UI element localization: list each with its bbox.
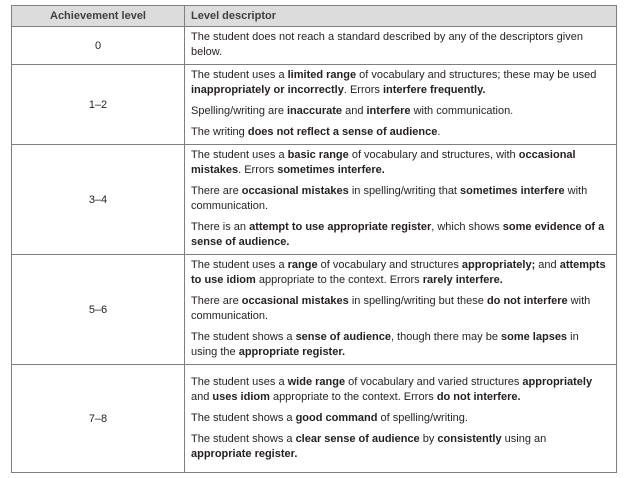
descriptor-text: Spelling/writing are <box>191 105 287 117</box>
descriptor-text: with communication. <box>410 105 514 117</box>
table-body <box>12 27 617 473</box>
descriptor-text: appropriate to the context. Errors <box>255 274 423 286</box>
descriptor-emphasis: interfere frequently. <box>382 84 486 96</box>
descriptor-emphasis: occasional mistakes <box>191 149 576 176</box>
descriptor-paragraph <box>191 375 608 405</box>
descriptor-paragraph <box>191 432 608 462</box>
descriptor-text: of spelling/writing. <box>377 411 468 424</box>
achievement-level-cell: 5–6 <box>12 255 185 365</box>
descriptor-emphasis: appropriately; <box>461 259 536 271</box>
descriptor-text: in using the <box>191 331 579 358</box>
table-row <box>12 27 617 65</box>
level-descriptor-cell <box>185 27 617 65</box>
rubric-table <box>11 5 617 473</box>
descriptor-text: . Errors <box>343 84 383 96</box>
descriptor-text: , which shows <box>431 221 503 233</box>
descriptor-emphasis: uses idiom <box>212 390 270 403</box>
descriptor-text: . <box>437 126 441 138</box>
descriptor-emphasis: appropriate register. <box>238 346 346 358</box>
descriptor-paragraph <box>191 30 608 60</box>
descriptor-text: There is an <box>191 221 250 233</box>
descriptor-text: with communication. <box>191 295 591 322</box>
descriptor-paragraph <box>191 184 608 214</box>
descriptor-text: , though there may be <box>390 331 502 343</box>
descriptor-emphasis: range <box>287 259 318 271</box>
descriptor-emphasis: occasional mistakes <box>241 185 349 197</box>
descriptor-emphasis: appropriate register. <box>191 447 298 460</box>
descriptor-emphasis: do not interfere <box>486 295 568 307</box>
descriptor-text: The writing <box>191 126 248 138</box>
descriptor-text: of vocabulary and structures, with <box>348 149 519 161</box>
level-descriptor-cell <box>185 365 617 473</box>
descriptor-text: and <box>535 259 560 271</box>
descriptor-text: of vocabulary and varied structures <box>345 375 523 388</box>
descriptor-paragraph <box>191 125 608 140</box>
achievement-level-cell: 3–4 <box>12 145 185 255</box>
descriptor-emphasis: attempts to use idiom <box>191 259 606 286</box>
descriptor-emphasis: some lapses <box>501 331 568 343</box>
header-level-descriptor: Level descriptor <box>185 6 617 27</box>
achievement-level-cell: 1–2 <box>12 65 185 145</box>
descriptor-text: The student shows a <box>191 411 296 424</box>
descriptor-text: of vocabulary and structures <box>317 259 462 271</box>
descriptor-text: There are <box>191 185 242 197</box>
descriptor-text: The student uses a <box>191 259 288 271</box>
descriptor-emphasis: limited range <box>287 69 357 81</box>
descriptor-paragraph <box>191 148 608 178</box>
achievement-level-cell: 7–8 <box>12 365 185 473</box>
descriptor-paragraph <box>191 411 608 426</box>
descriptor-text: and <box>342 105 367 117</box>
level-descriptor-cell <box>185 255 617 365</box>
table-header <box>12 6 617 27</box>
descriptor-emphasis: rarely interfere. <box>422 274 503 286</box>
descriptor-emphasis: good command <box>295 411 378 424</box>
descriptor-text: in spelling/writing but these <box>348 295 487 307</box>
descriptor-text: in spelling/writing that <box>348 185 461 197</box>
descriptor-paragraph <box>191 220 608 250</box>
descriptor-emphasis: sense of audience <box>295 331 391 343</box>
descriptor-emphasis: clear sense of audience <box>295 432 420 445</box>
descriptor-emphasis: basic range <box>287 149 349 161</box>
descriptor-emphasis: occasional mistakes <box>241 295 349 307</box>
descriptor-paragraph <box>191 104 608 119</box>
descriptor-paragraph <box>191 330 608 360</box>
descriptor-text: The student uses a <box>191 149 288 161</box>
achievement-level-cell: 0 <box>12 27 185 65</box>
header-row <box>12 6 617 27</box>
level-descriptor-cell <box>185 65 617 145</box>
descriptor-emphasis: some evidence of a sense of audience. <box>191 221 605 248</box>
descriptor-text: using an <box>501 432 547 445</box>
descriptor-text: The student uses a <box>191 375 288 388</box>
descriptor-emphasis: sometimes interfere <box>460 185 565 197</box>
table-row <box>12 255 617 365</box>
descriptor-emphasis: does not reflect a sense of audience <box>247 126 438 138</box>
descriptor-emphasis: consistently <box>437 432 502 445</box>
table-row <box>12 365 617 473</box>
descriptor-text: . Errors <box>238 164 278 176</box>
descriptor-emphasis: inaccurate <box>287 105 343 117</box>
descriptor-text: by <box>419 432 438 445</box>
descriptor-emphasis: wide range <box>287 375 346 388</box>
descriptor-text: The student shows a <box>191 331 296 343</box>
descriptor-text: The student shows a <box>191 432 296 445</box>
descriptor-emphasis: interfere <box>366 105 411 117</box>
descriptor-text: with communication. <box>191 185 588 212</box>
table-row <box>12 145 617 255</box>
descriptor-text: The student does not reach a standard described by any of the descriptors given below. <box>191 31 583 58</box>
descriptor-paragraph <box>191 68 608 98</box>
descriptor-paragraph <box>191 294 608 324</box>
descriptor-text: of vocabulary and structures; these may be used <box>356 69 597 81</box>
table-row <box>12 65 617 145</box>
descriptor-text: and <box>191 390 213 403</box>
descriptor-text: There are <box>191 295 242 307</box>
level-descriptor-cell <box>185 145 617 255</box>
descriptor-emphasis: attempt to use appropriate register <box>249 221 432 233</box>
descriptor-text: The student uses a <box>191 69 288 81</box>
descriptor-emphasis: appropriately <box>522 375 593 388</box>
descriptor-emphasis: inappropriately or incorrectly <box>191 84 344 96</box>
descriptor-text: appropriate to the context. Errors <box>269 390 437 403</box>
header-achievement-level: Achievement level <box>12 6 185 27</box>
descriptor-emphasis: do not interfere. <box>436 390 521 403</box>
descriptor-paragraph <box>191 258 608 288</box>
descriptor-emphasis: sometimes interfere. <box>277 164 385 176</box>
